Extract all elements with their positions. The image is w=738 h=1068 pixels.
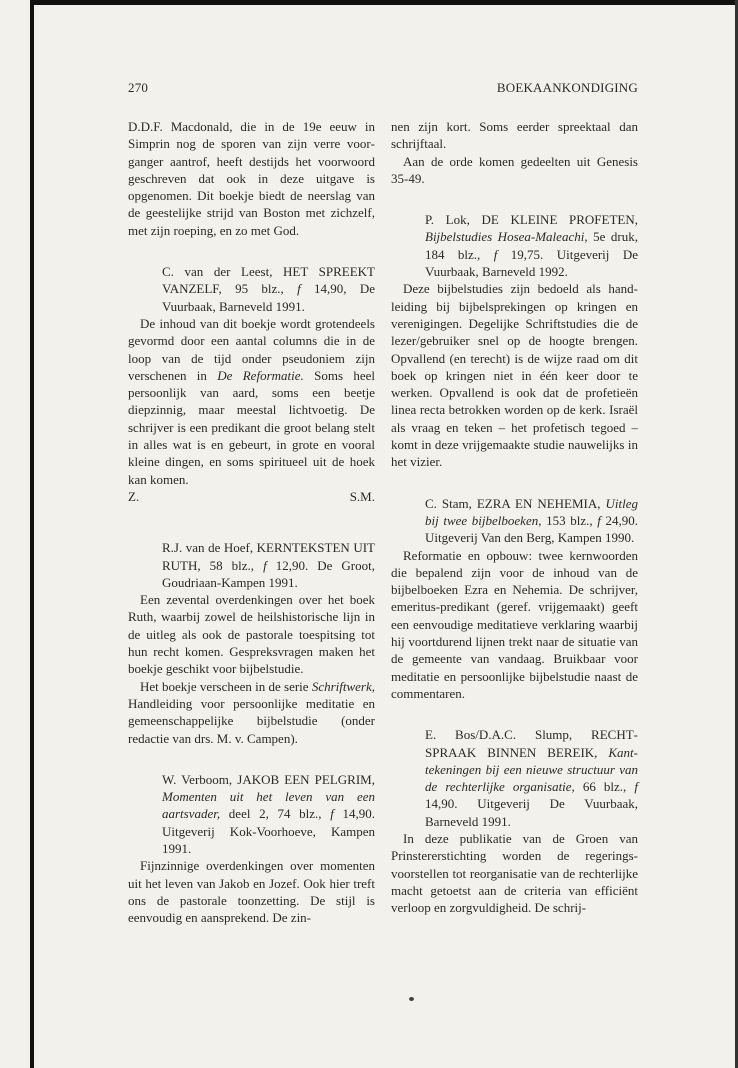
scan-speck <box>409 997 414 1001</box>
review-2-body: Een zevental overdenkingen over het boek Ruth, waarbij zowel de heilshistorische lijn in de uitleg als ook de pastorale toespitsing tot hun recht komen. Gespreksvragen maken het boekje geschikt voor bijbelstudie. <box>128 592 375 677</box>
review-1-signature <box>128 488 375 505</box>
right-column <box>391 118 638 916</box>
review-3-contents: Aan de orde komen gedeelten uit Genesis 35-49. <box>391 153 638 186</box>
intro-paragraph: D.D.F. Macdonald, die in de 19e eeuw in Simprin nog de sporen van zijn verre voorganger aantrof, heeft destijds het voorwoord geschreven dat ook in deze uitgave is opgenomen. Dit boekje biedt de neerslag van de geestelijke strijd van Boston met zichzelf, met zijn roeping, en zo met God. <box>128 119 375 238</box>
review-4-citation: P. Lok, DE KLEINE PROFETEN, Bijbelstudies Hosea-Maleachi, 5e druk, 184 blz., f 19,75. Uitgeverij De Vuurbaak, Barneveld 1992. <box>425 212 638 280</box>
review-3-citation: W. Verboom, JAKOB EEN PELGRIM, Momenten uit het leven van een aartsvader, deel 2, 74 blz., f 14,90. Uitgeverij Kok-Voorhoeve, Kampen 1991. <box>162 771 375 856</box>
review-3-body: Fijnzinnige overdenkingen over momenten uit het leven van Jakob en Jozef. Ook hier treft ons de pastorale toonzetting. De stijl is eenvoudig en aansprekend. De zin- <box>128 858 375 926</box>
signature-right: S.M. <box>349 488 375 504</box>
review-4-body: Deze bijbelstudies zijn bedoeld als handleiding bij bijbelsprekingen op kringen en verenigingen. Degelijke Schriftstudies die de lezer/gebruiker snel op de hoogte brengen. Opvallend (en terecht) is de wijze raad om dit boek op kringen niet in één keer door te werken. Opvallend is ook dat de profetieën linea recta betrokken worden op de kerk. Israël als vraag en teken – het profetisch tegoed – komt in deze vrijgemaakte studie nauwelijks in het vizier. <box>391 281 638 470</box>
review-5-citation: C. Stam, EZRA EN NEHEMIA, Uitleg bij twee bijbelboeken, 153 blz., f 24,90. Uitgeverij Van den Berg, Kampen 1990. <box>425 495 638 546</box>
review-2-series: Het boekje verscheen in de serie Schriftwerk, Handleiding voor persoonlijke meditatie en gemeenschappelijke bijbelstudie (onder redactie van drs. M. v. Campen). <box>128 678 375 746</box>
signature-left: Z. <box>128 488 140 504</box>
review-1-citation: C. van der Leest, HET SPREEKT VANZELF, 95 blz., f 14,90, De Vuurbaak, Barneveld 1991. <box>162 264 375 314</box>
left-column <box>128 118 375 926</box>
scan-edge-top <box>30 0 738 5</box>
running-title: BOEKAANKONDIGING <box>496 80 638 95</box>
review-6-body: In deze publikatie van de Groen van Prinstererstichting worden de regeringsvoorstellen tot reorganisatie van de rechterlijke macht getoetst aan de criteria van efficiënt verloop en zorgvuldigheid. De schrij- <box>391 830 638 916</box>
review-1-body: De inhoud van dit boekje wordt grotendeels gevormd door een aantal columns die in de loop van de tijd onder pseudoniem zijn verschenen in De Reformatie. Soms heel persoonlijk van aard, soms een beetje diepzinnig, maar meestal lichtvoetig. De schrijver is een predikant die groot belang stelt in alles wat is en gebeurt, in grote en vooral kleine dingen, en soms spiritueel uit de hoek kan komen. <box>128 315 375 487</box>
review-5-body: Reformatie en opbouw: twee kernwoorden die bepalend zijn voor de inhoud van de bijbelboeken Ezra en Nehemia. De schrijver, emeritus-predikant (geref. vrijgemaakt) geeft een eenvoudige meditatieve verklaring waarbij hij voortdurend lijnen trekt naar de situatie van de gemeente van vandaag. Bruikbaar voor meditatie en persoonlijke bijbelstudie naast de commentaren. <box>391 547 638 701</box>
review-2-citation: R.J. van de Hoef, KERNTEKSTEN UIT RUTH, 58 blz., f 12,90. De Groot, Goudriaan-Kampen 1991. <box>162 540 375 590</box>
review-3-continued: nen zijn kort. Soms eerder spreektaal dan schrijftaal. <box>391 119 638 152</box>
page-number: 270 <box>128 80 149 95</box>
review-6-citation: E. Bos/D.A.C. Slump, RECHTSPRAAK BINNEN BEREIK, Kanttekeningen bij een nieuwe structuur van de rechterlijke organisatie, 66 blz., f 14,90. Uitgeverij De Vuurbaak, Barneveld 1991. <box>425 727 638 829</box>
scan-edge-left <box>30 0 34 1068</box>
